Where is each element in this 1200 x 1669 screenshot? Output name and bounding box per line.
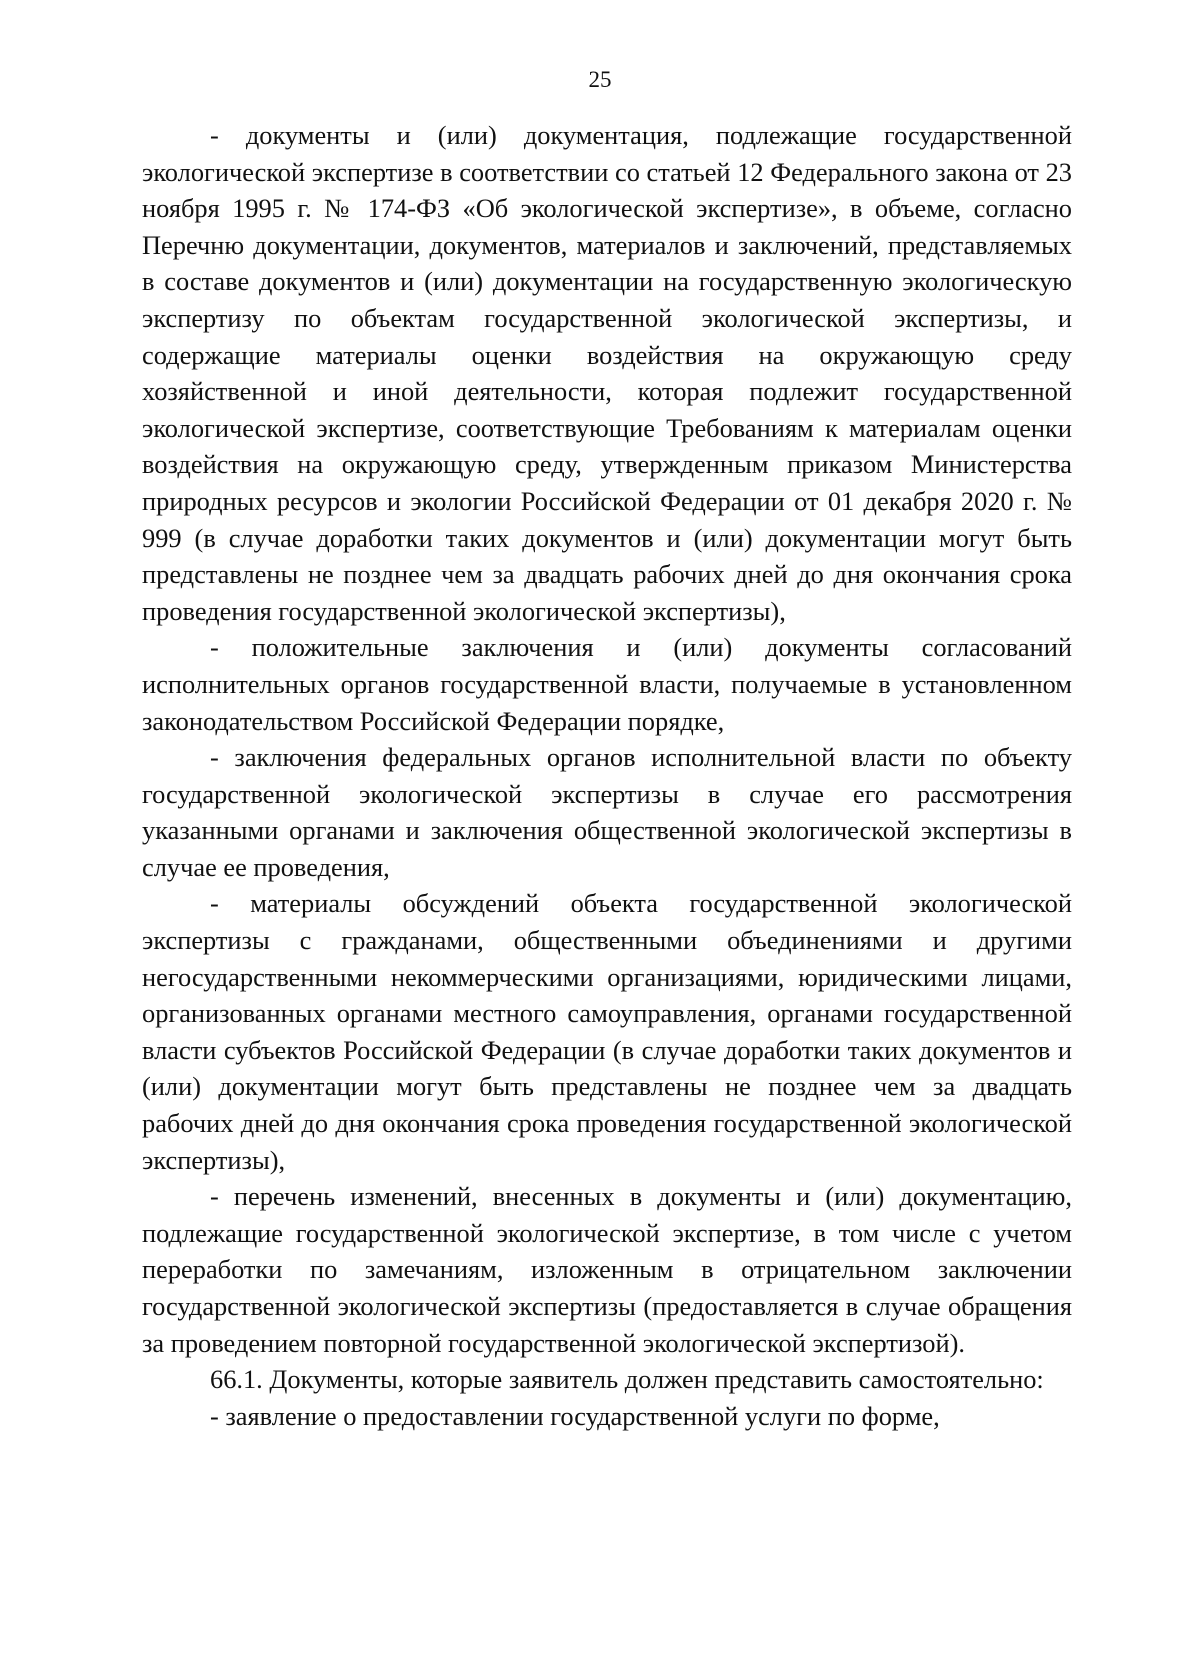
paragraph-discussion-materials: - материалы обсуждений объекта государственной экологической экспертизы с гражданами, общественными объединениями и другими негосударственными некоммерческими организациями, юридическими лицами, организованных органами местного самоуправления, органами государственной власти субъектов Российской Федерации (в случае доработки таких документов и (или) документации могут быть представлены не позднее чем за двадцать рабочих дней до дня окончания срока проведения государственной экологической экспертизы), (142, 888, 1072, 1175)
paragraph-section-66-1: 66.1. Документы, которые заявитель должен представить самостоятельно: (210, 1364, 1044, 1395)
paragraph-positive-conclusions: - положительные заключения и (или) документы согласований исполнительных органов государственной власти, получаемые в установленном законодательством Российской Федерации порядке, (142, 632, 1072, 736)
paragraph-list-of-changes: - перечень изменений, внесенных в документы и (или) документацию, подлежащие государственной экологической экспертизе, в том числе с учетом переработки по замечаниям, изложенным в отрицательном заключении государственной экологической экспертизы (предоставляется в случае обращения за проведением повторной государственной экологической экспертизой). (142, 1181, 1072, 1358)
page-number: 25 (588, 67, 612, 92)
paragraph-documents-for-expertise: - документы и (или) документация, подлежащие государственной экологической экспертизе в соответствии со статьей 12 Федерального закона от 23 ноября 1995 г. № 174-ФЗ «Об экологической экспертизе», в объеме, согласно Перечню документации, документов, материалов и заключений, представляемых в составе документов и (или) документации на государственную экологическую экспертизу по объектам государственной экологической экспертизы, и содержащие материалы оценки воздействия на окружающую среду хозяйственной и иной деятельности, которая подлежит государственной экологической экспертизе, соответствующие Требованиям к материалам оценки воздействия на окружающую среду, утвержденным приказом Министерства природных ресурсов и экологии Российской Федерации от 01 декабря 2020 г. № 999 (в случае доработки таких документов и (или) документации могут быть представлены не позднее чем за двадцать рабочих дней до дня окончания срока проведения государственной экологической экспертизы), (142, 120, 1072, 626)
document-body (142, 117, 1072, 1434)
paragraph-application: - заявление о предоставлении государственной услуги по форме, (210, 1400, 940, 1431)
paragraph-federal-conclusions: - заключения федеральных органов исполнительной власти по объекту государственной экологической экспертизы в случае его рассмотрения указанными органами и заключения общественной экологической экспертизы в случае ее проведения, (142, 742, 1072, 882)
